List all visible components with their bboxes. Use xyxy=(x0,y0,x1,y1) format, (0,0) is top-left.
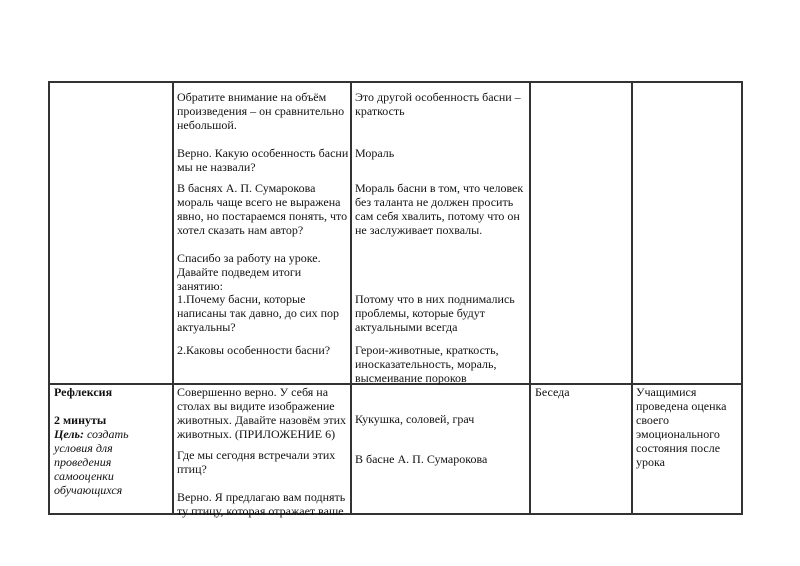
column-divider xyxy=(631,81,633,515)
teacher-text: Совершенно верно. У себя на столах вы видите изображение животных. Давайте назовём этих животных. (ПРИЛОЖЕНИЕ 6) xyxy=(177,385,347,441)
column-divider xyxy=(529,81,531,515)
work-form: Беседа xyxy=(535,385,570,399)
student-text: Потому что в них поднимались проблемы, которые будут актуальными всегда xyxy=(355,292,515,334)
table-border-bottom xyxy=(48,513,742,515)
table-border-right xyxy=(741,81,743,515)
teacher-text: 1.Почему басни, которые написаны так давно, до сих пор актуальны? xyxy=(177,292,340,334)
stage-title: Рефлексия xyxy=(54,385,113,399)
expected-result: Учащимися проведена оценка своего эмоционального состояния после урока xyxy=(636,385,727,469)
stage-duration: 2 минуты xyxy=(54,413,107,427)
student-text: Герои-животные, краткость, иносказательность, мораль, высмеивание пороков xyxy=(355,343,499,385)
table-border-left xyxy=(48,81,50,515)
teacher-text: Спасибо за работу на уроке. Давайте подведем итоги занятию: xyxy=(177,251,321,293)
column-divider xyxy=(350,81,352,515)
stage-goal xyxy=(54,427,172,497)
column-divider xyxy=(172,81,174,515)
goal-text: создать условия для проведения самооценки обучающихся xyxy=(54,427,129,497)
student-text: Мораль xyxy=(355,146,395,160)
teacher-text: Верно. Я предлагаю вам поднять ту птицу, которая отражает ваше xyxy=(177,490,346,518)
goal-label: Цель: xyxy=(54,427,84,441)
teacher-text: В баснях А. П. Сумарокова мораль чаще всего не выражена явно, но постараемся понять, что хотел сказать нам автор? xyxy=(177,181,348,237)
teacher-text: Обратите внимание на объём произведения – он сравнительно небольшой. xyxy=(177,90,345,132)
student-text: Мораль басни в том, что человек без таланта не должен просить сам себя хвалить, потому что он не заслуживает похвалы. xyxy=(355,181,524,237)
student-text: Это другой особенность басни – краткость xyxy=(355,90,521,118)
teacher-text: 2.Каковы особенности басни? xyxy=(177,343,331,357)
student-text: В басне А. П. Сумарокова xyxy=(355,452,488,466)
teacher-text: Где мы сегодня встречали этих птиц? xyxy=(177,448,336,476)
table-border-top xyxy=(48,81,742,83)
teacher-text: Верно. Какую особенность басни мы не назвали? xyxy=(177,146,349,174)
student-text: Кукушка, соловей, грач xyxy=(355,412,475,426)
